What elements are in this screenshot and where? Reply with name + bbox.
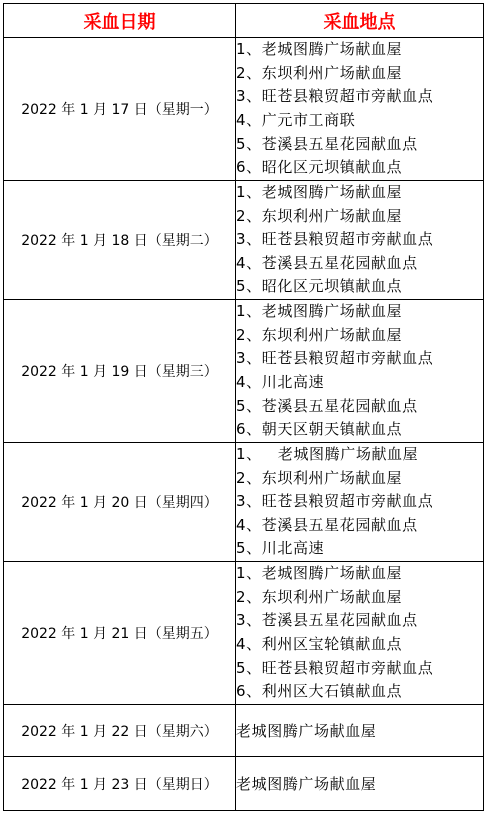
site-single: 老城图腾广场献血屋: [236, 775, 377, 793]
sites-cell: [236, 705, 484, 757]
date-cell: 2022 年 1 月 19 日（星期三）: [4, 300, 236, 443]
site-item: 2、东坝利州广场献血屋: [236, 206, 403, 225]
site-list: [236, 181, 483, 299]
table-row: [4, 300, 484, 443]
date-cell: 2022 年 1 月 17 日（星期一）: [4, 38, 236, 181]
site-item: 3、旺苍县粮贸超市旁献血点: [236, 492, 434, 511]
site-item: 5、川北高速: [236, 539, 325, 558]
site-item: 3、旺苍县粮贸超市旁献血点: [236, 230, 434, 249]
site-item: 6、利州区大石镇献血点: [236, 682, 403, 701]
site-item: 1、老城图腾广场献血屋: [236, 40, 403, 59]
site-item: 1、老城图腾广场献血屋: [236, 564, 403, 583]
site-list: [236, 300, 483, 442]
site-list: [236, 38, 483, 180]
date-cell: 2022 年 1 月 20 日（星期四）: [4, 443, 236, 562]
table-row: [4, 181, 484, 300]
table-row: [4, 38, 484, 181]
date-cell: 2022 年 1 月 21 日（星期五）: [4, 562, 236, 705]
date-cell: 2022 年 1 月 23 日（星期日）: [4, 757, 236, 811]
site-item: 1、老城图腾广场献血屋: [236, 302, 403, 321]
site-item: 4、苍溪县五星花园献血点: [236, 253, 418, 272]
sites-cell: [236, 38, 484, 181]
site-item: 5、旺苍县粮贸超市旁献血点: [236, 658, 434, 677]
site-item: 6、朝天区朝天镇献血点: [236, 420, 403, 439]
site-list: [236, 443, 483, 561]
site-column-header: 采血地点: [236, 4, 484, 38]
site-item: 5、昭化区元坝镇献血点: [236, 277, 403, 296]
site-item: 3、旺苍县粮贸超市旁献血点: [236, 87, 434, 106]
site-item: 2、东坝利州广场献血屋: [236, 587, 403, 606]
site-item: 6、昭化区元坝镇献血点: [236, 158, 403, 177]
table-row: [4, 443, 484, 562]
site-item: 1、 老城图腾广场献血屋: [236, 445, 419, 464]
date-cell: 2022 年 1 月 22 日（星期六）: [4, 705, 236, 757]
table-row: [4, 562, 484, 705]
site-item: 2、东坝利州广场献血屋: [236, 325, 403, 344]
sites-cell: [236, 443, 484, 562]
site-item: 2、东坝利州广场献血屋: [236, 63, 403, 82]
site-item: 1、老城图腾广场献血屋: [236, 183, 403, 202]
site-item: 4、苍溪县五星花园献血点: [236, 515, 418, 534]
table-row: [4, 705, 484, 757]
sites-cell: [236, 300, 484, 443]
sites-cell: [236, 757, 484, 811]
site-item: 2、东坝利州广场献血屋: [236, 468, 403, 487]
site-item: 5、苍溪县五星花园献血点: [236, 134, 418, 153]
site-item: 4、广元市工商联: [236, 111, 356, 129]
site-item: 3、苍溪县五星花园献血点: [236, 611, 418, 630]
site-item: 3、旺苍县粮贸超市旁献血点: [236, 349, 434, 368]
table-row: [4, 757, 484, 811]
site-single: 老城图腾广场献血屋: [236, 722, 377, 740]
sites-cell: [236, 562, 484, 705]
site-item: 4、川北高速: [236, 373, 325, 391]
blood-donation-schedule-table: [3, 3, 484, 811]
site-list: [236, 562, 483, 704]
header-row: [4, 4, 484, 38]
sites-cell: [236, 181, 484, 300]
site-item: 5、苍溪县五星花园献血点: [236, 396, 418, 415]
date-column-header: 采血日期: [4, 4, 236, 38]
date-cell: 2022 年 1 月 18 日（星期二）: [4, 181, 236, 300]
site-item: 4、利州区宝轮镇献血点: [236, 635, 403, 653]
